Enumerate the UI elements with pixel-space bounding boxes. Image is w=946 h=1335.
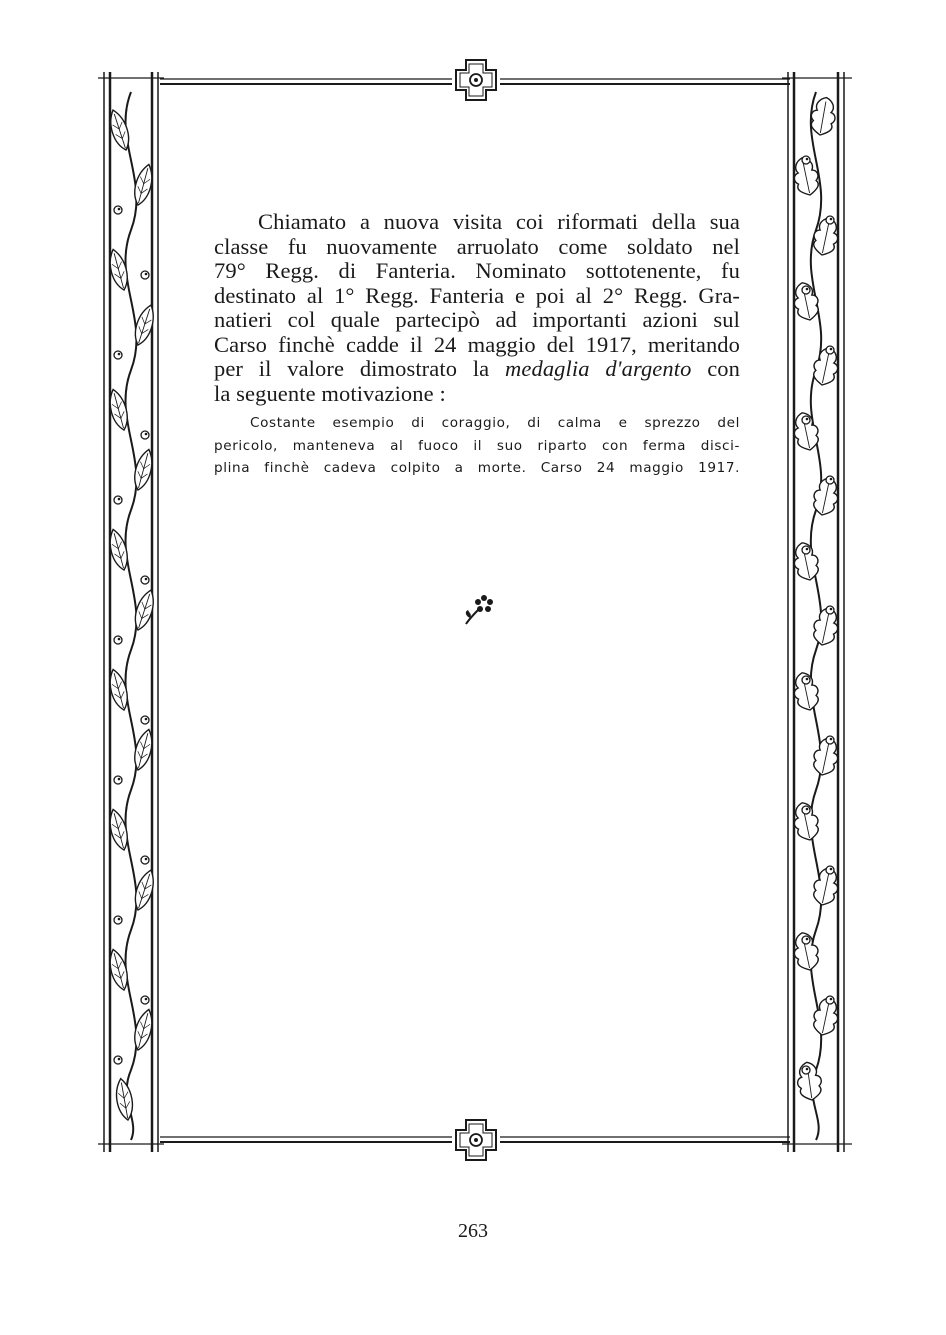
page-number: 263	[458, 1220, 488, 1242]
citation-line: pericolo, manteneva al fuoco il suo riparto con ferma disci-	[214, 437, 740, 454]
medal-name: medaglia d'argento	[505, 356, 692, 381]
text-before-medal: per il valore dimostrato la	[214, 356, 506, 381]
paragraph-line: la seguente motivazione :	[214, 380, 446, 406]
citation-line: plina finchè cadeva colpito a morte. Carso 24 maggio 1917.	[214, 460, 740, 476]
flower-sprig-icon	[460, 594, 500, 628]
main-text	[214, 210, 740, 480]
paragraph-line: natieri col quale partecipò ad importanti azioni sul	[214, 307, 740, 332]
paragraph-line: Carso finchè cadde il 24 maggio del 1917, meritando	[214, 331, 740, 357]
citation-line: Costante esempio di coraggio, di calma e sprezzo del	[250, 415, 740, 431]
citation	[214, 412, 740, 480]
text-after-medal: con	[691, 356, 740, 381]
paragraph-line: destinato al 1° Regg. Fanteria e poi al 2° Regg. Gra-	[214, 282, 740, 308]
cross-medallion-icon	[452, 56, 500, 104]
paragraph-line: 79° Regg. di Fanteria. Nominato sottotenente, fu	[214, 258, 740, 283]
paragraph-line: classe fu nuovamente arruolato come soldato nel	[214, 233, 740, 259]
paragraph-line-medal	[214, 357, 740, 382]
paragraph-line: Chiamato a nuova visita coi riformati della sua	[258, 209, 740, 234]
cross-medallion-icon	[452, 1116, 500, 1164]
